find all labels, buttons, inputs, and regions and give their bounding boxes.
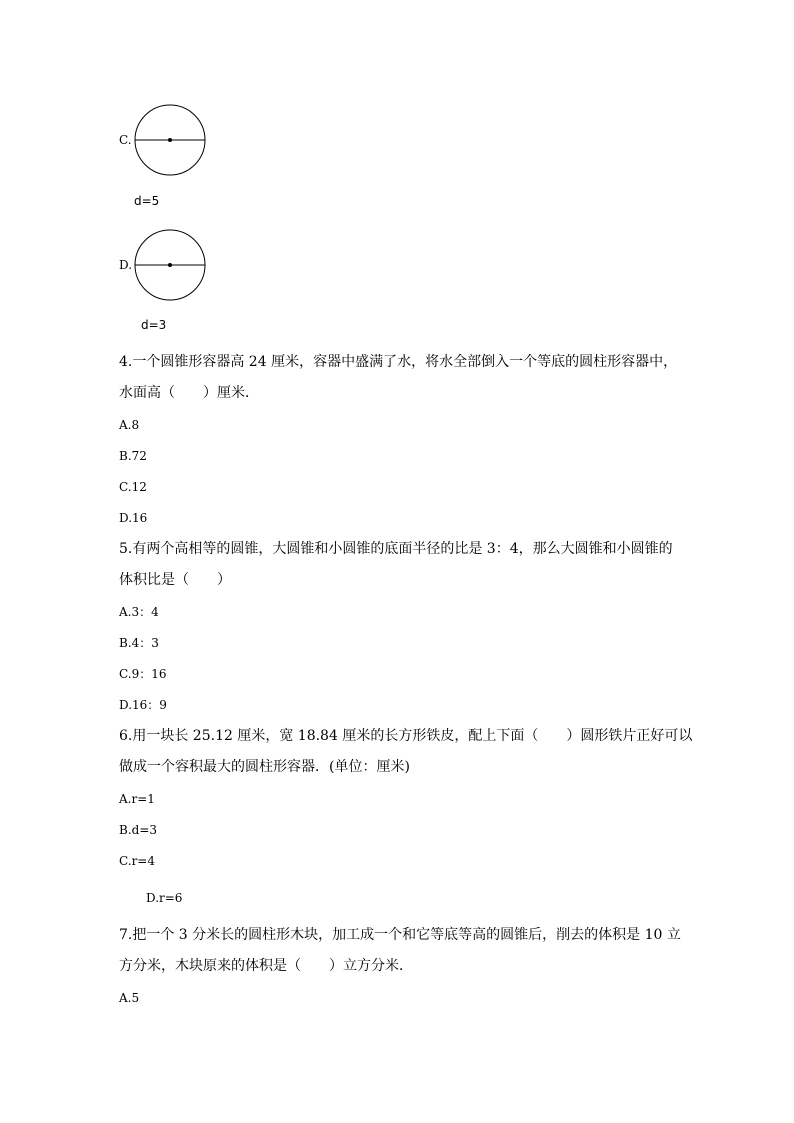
question-7-line-2: 方分米，木块原来的体积是（ ）立方分米． bbox=[119, 958, 413, 974]
center-point bbox=[168, 138, 172, 142]
question-6-line-1: 6.用一块长 25.12 厘米，宽 18.84 厘米的长方形铁皮，配上下面（ ）圆形铁片正好可以 bbox=[119, 728, 693, 744]
question-4-option-c: C.12 bbox=[119, 480, 147, 494]
question-5-option-b: B.4：3 bbox=[119, 636, 159, 650]
figure-c-caption: d=5 bbox=[134, 194, 160, 208]
question-6-option-b: B.d=3 bbox=[119, 823, 158, 837]
question-5-line-1: 5.有两个高相等的圆锥，大圆锥和小圆锥的底面半径的比是 3：4，那么大圆锥和小圆锥的 bbox=[119, 541, 673, 557]
center-point bbox=[168, 263, 172, 267]
circle-figure-c bbox=[133, 103, 209, 179]
question-4-option-d: D.16 bbox=[119, 511, 148, 525]
question-6-option-a: A.r=1 bbox=[119, 792, 155, 806]
question-6-line-2: 做成一个容积最大的圆柱形容器．(单位：厘米) bbox=[119, 759, 410, 775]
question-5-option-d: D.16：9 bbox=[119, 698, 167, 712]
question-6-option-d: D.r=6 bbox=[146, 891, 183, 905]
question-7-line-1: 7.把一个 3 分米长的圆柱形木块，加工成一个和它等底等高的圆锥后，削去的体积是 10 立 bbox=[119, 927, 681, 943]
circle-figure-d bbox=[133, 228, 209, 304]
figure-d-caption: d=3 bbox=[141, 318, 167, 332]
question-4-option-a: A.8 bbox=[119, 418, 140, 432]
question-7-option-a: A.5 bbox=[119, 991, 140, 1005]
figure-c-label: C. bbox=[119, 133, 132, 147]
figure-d-label: D. bbox=[119, 258, 133, 272]
question-5-option-a: A.3：4 bbox=[119, 605, 159, 619]
question-5-line-2: 体积比是（ ） bbox=[119, 572, 231, 588]
question-4-line-1: 4.一个圆锥形容器高 24 厘米，容器中盛满了水，将水全部倒入一个等底的圆柱形容器中， bbox=[119, 354, 678, 370]
question-4-option-b: B.72 bbox=[119, 449, 147, 463]
question-6-option-c: C.r=4 bbox=[119, 854, 155, 868]
question-4-line-2: 水面高（ ）厘米． bbox=[119, 385, 259, 401]
question-5-option-c: C.9：16 bbox=[119, 667, 167, 681]
